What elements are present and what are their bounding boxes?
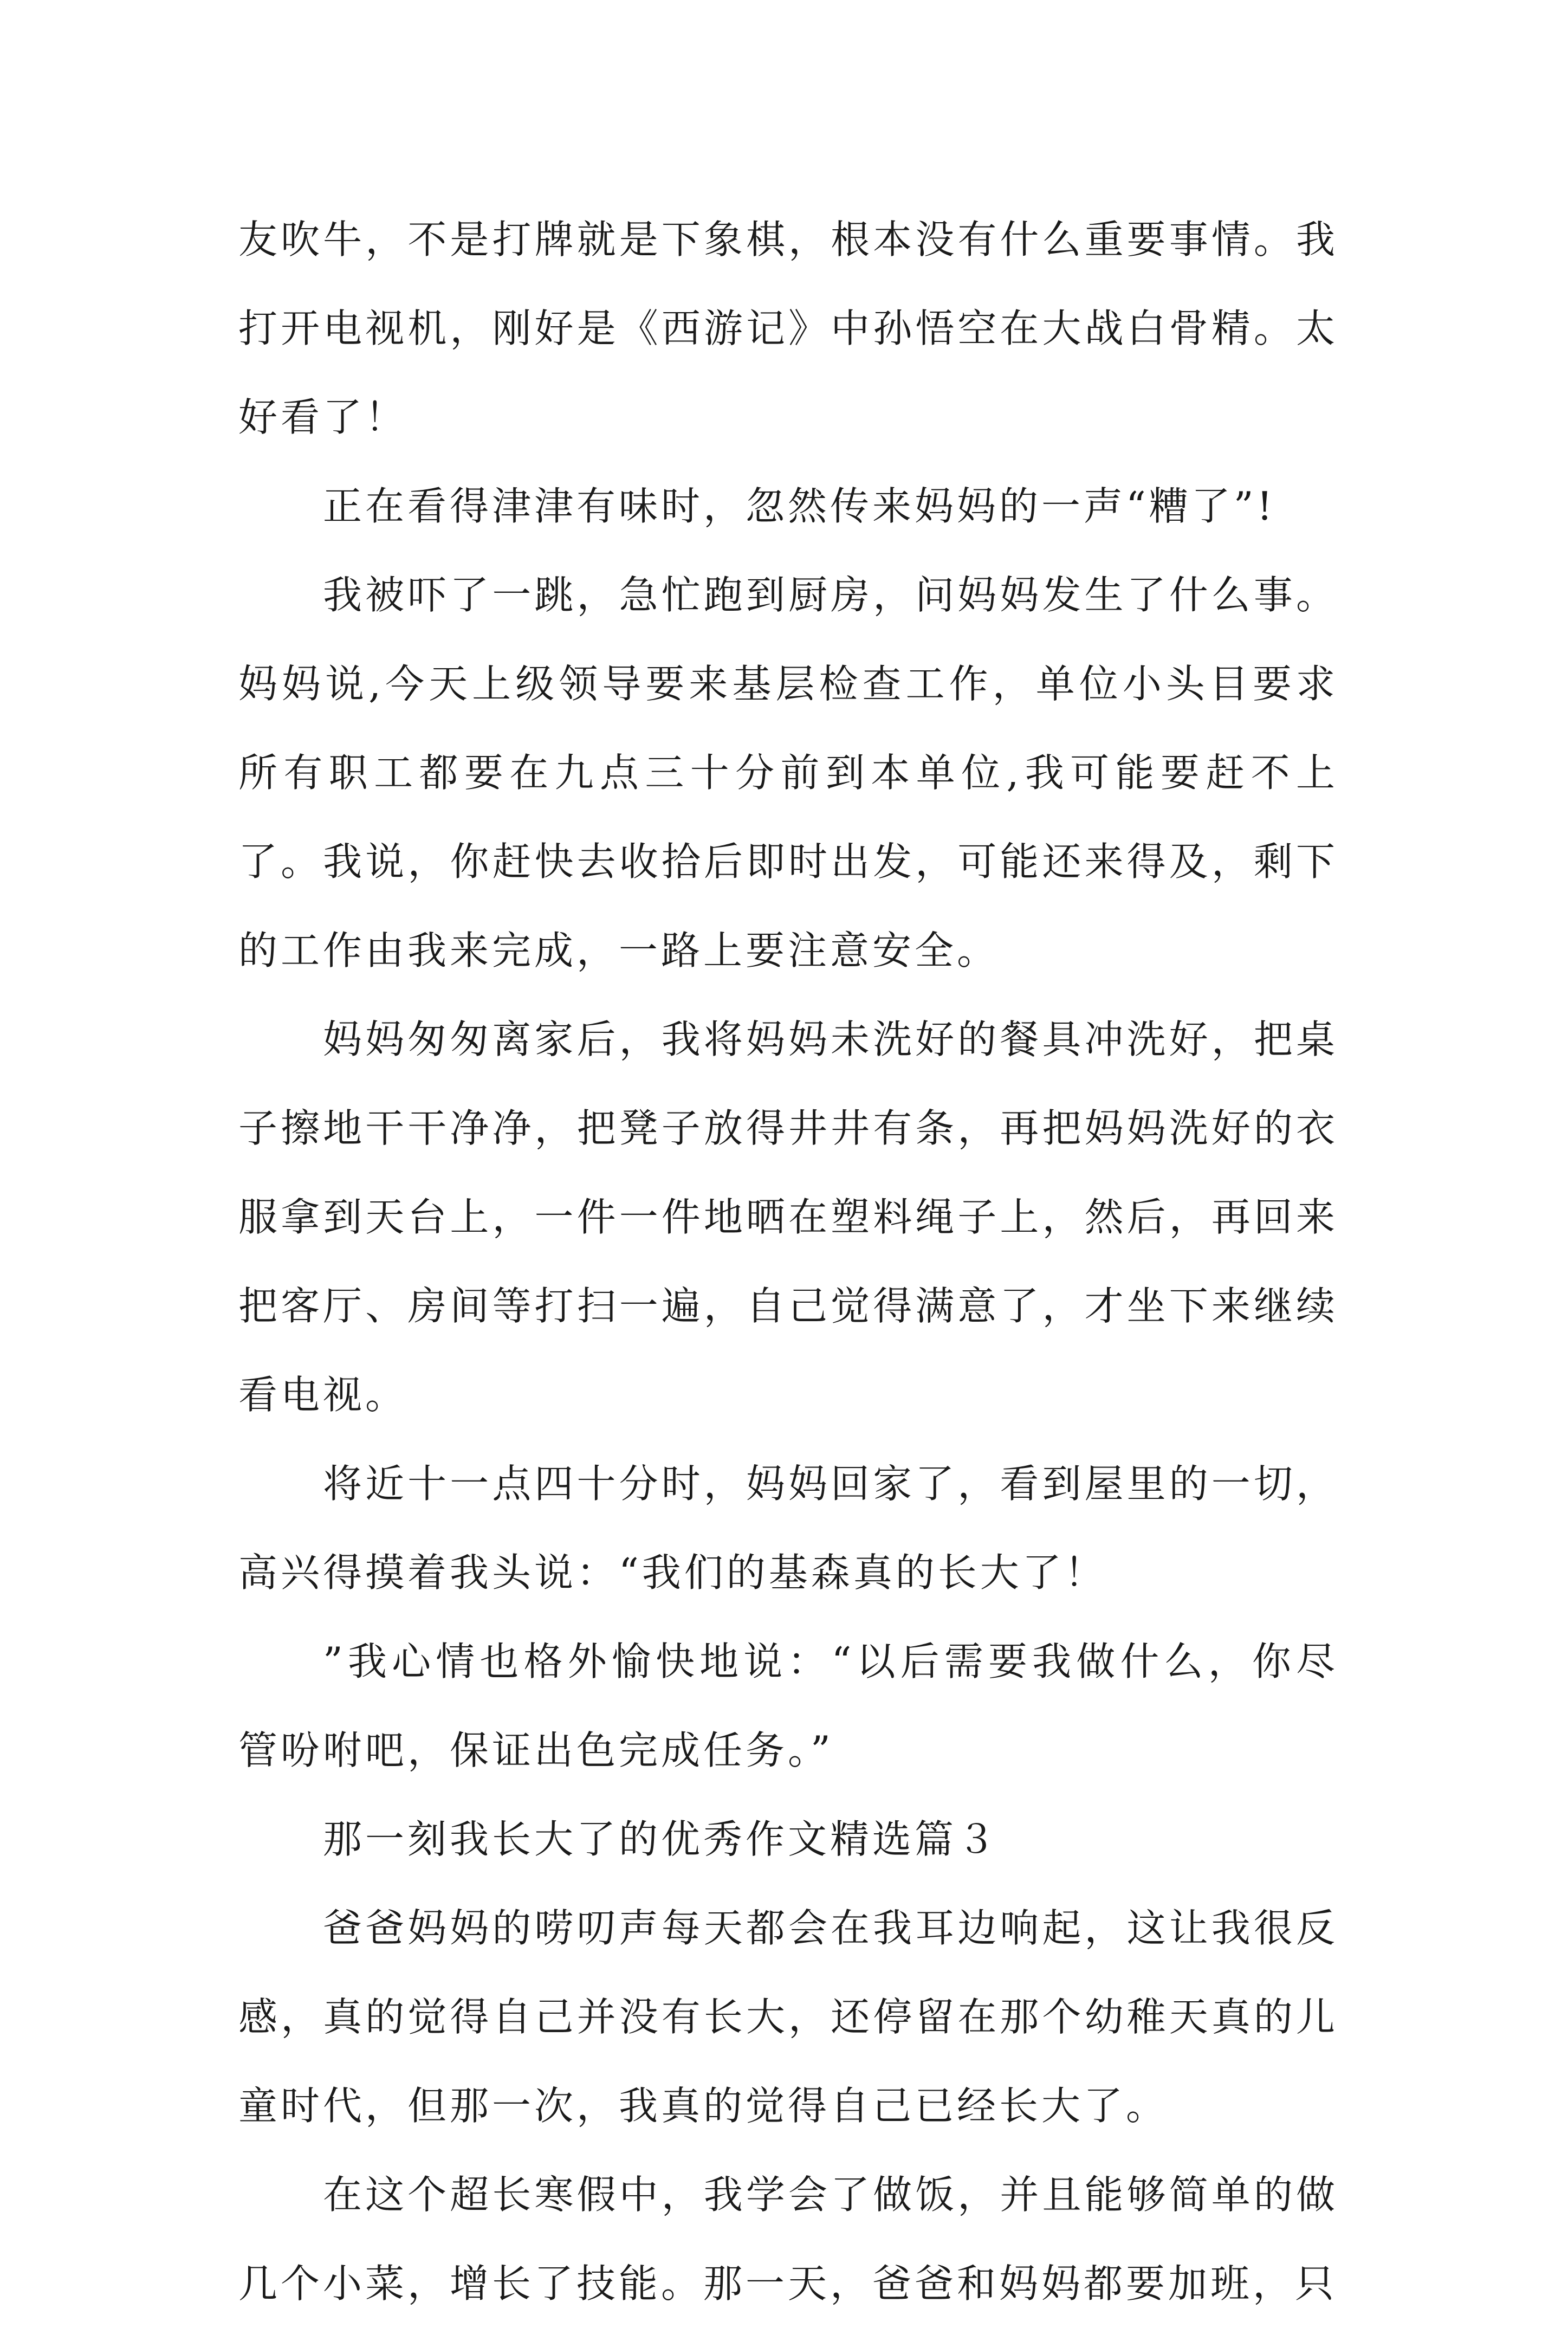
paragraph-1: 友吹牛，不是打牌就是下象棋，根本没有什么重要事情。我打开电视机，刚好是《西游记》中孙悟空在大战白骨精。太好看了！	[238, 217, 1338, 440]
paragraph-5: 将近十一点四十分时，妈妈回家了，看到屋里的一切，高兴得摸着我头说：“我们的基森真的长大了！	[238, 1461, 1338, 1595]
paragraph-6: ”我心情也格外愉快地说：“以后需要我做什么，你尽管吩咐吧，保证出色完成任务。”	[238, 1639, 1338, 1773]
paragraph-9: 在这个超长寒假中，我学会了做饭，并且能够简单的做几个小菜，增长了技能。那一天，爸爸和妈妈都要加班，只	[238, 2172, 1338, 2306]
paragraph-2: 正在看得津津有味时，忽然传来妈妈的一声“糟了”!	[323, 483, 1276, 529]
paragraph-4: 妈妈匆匆离家后，我将妈妈未洗好的餐具冲洗好，把桌子擦地干干净净，把凳子放得井井有条，再把妈妈洗好的衣服拿到天台上，一件一件地晒在塑料绳子上，然后，再回来把客厅、房间等打扫一遍，自己觉得满意了，才坐下来继续看电视。	[238, 1017, 1338, 1418]
document-body	[238, 195, 1338, 2328]
paragraph-8: 爸爸妈妈的唠叨声每天都会在我耳边响起，这让我很反感，真的觉得自己并没有长大，还停留在那个幼稚天真的儿童时代，但那一次，我真的觉得自己已经长大了。	[238, 1905, 1338, 2129]
section-heading: 那一刻我长大了的优秀作文精选篇３	[323, 1816, 1000, 1862]
paragraph-3: 我被吓了一跳，急忙跑到厨房，问妈妈发生了什么事。妈妈说,今天上级领导要来基层检查工作，单位小头目要求所有职工都要在九点三十分前到本单位,我可能要赶不上了。我说，你赶快去收拾后即时出发，可能还来得及，剩下的工作由我来完成，一路上要注意安全。	[238, 572, 1338, 973]
